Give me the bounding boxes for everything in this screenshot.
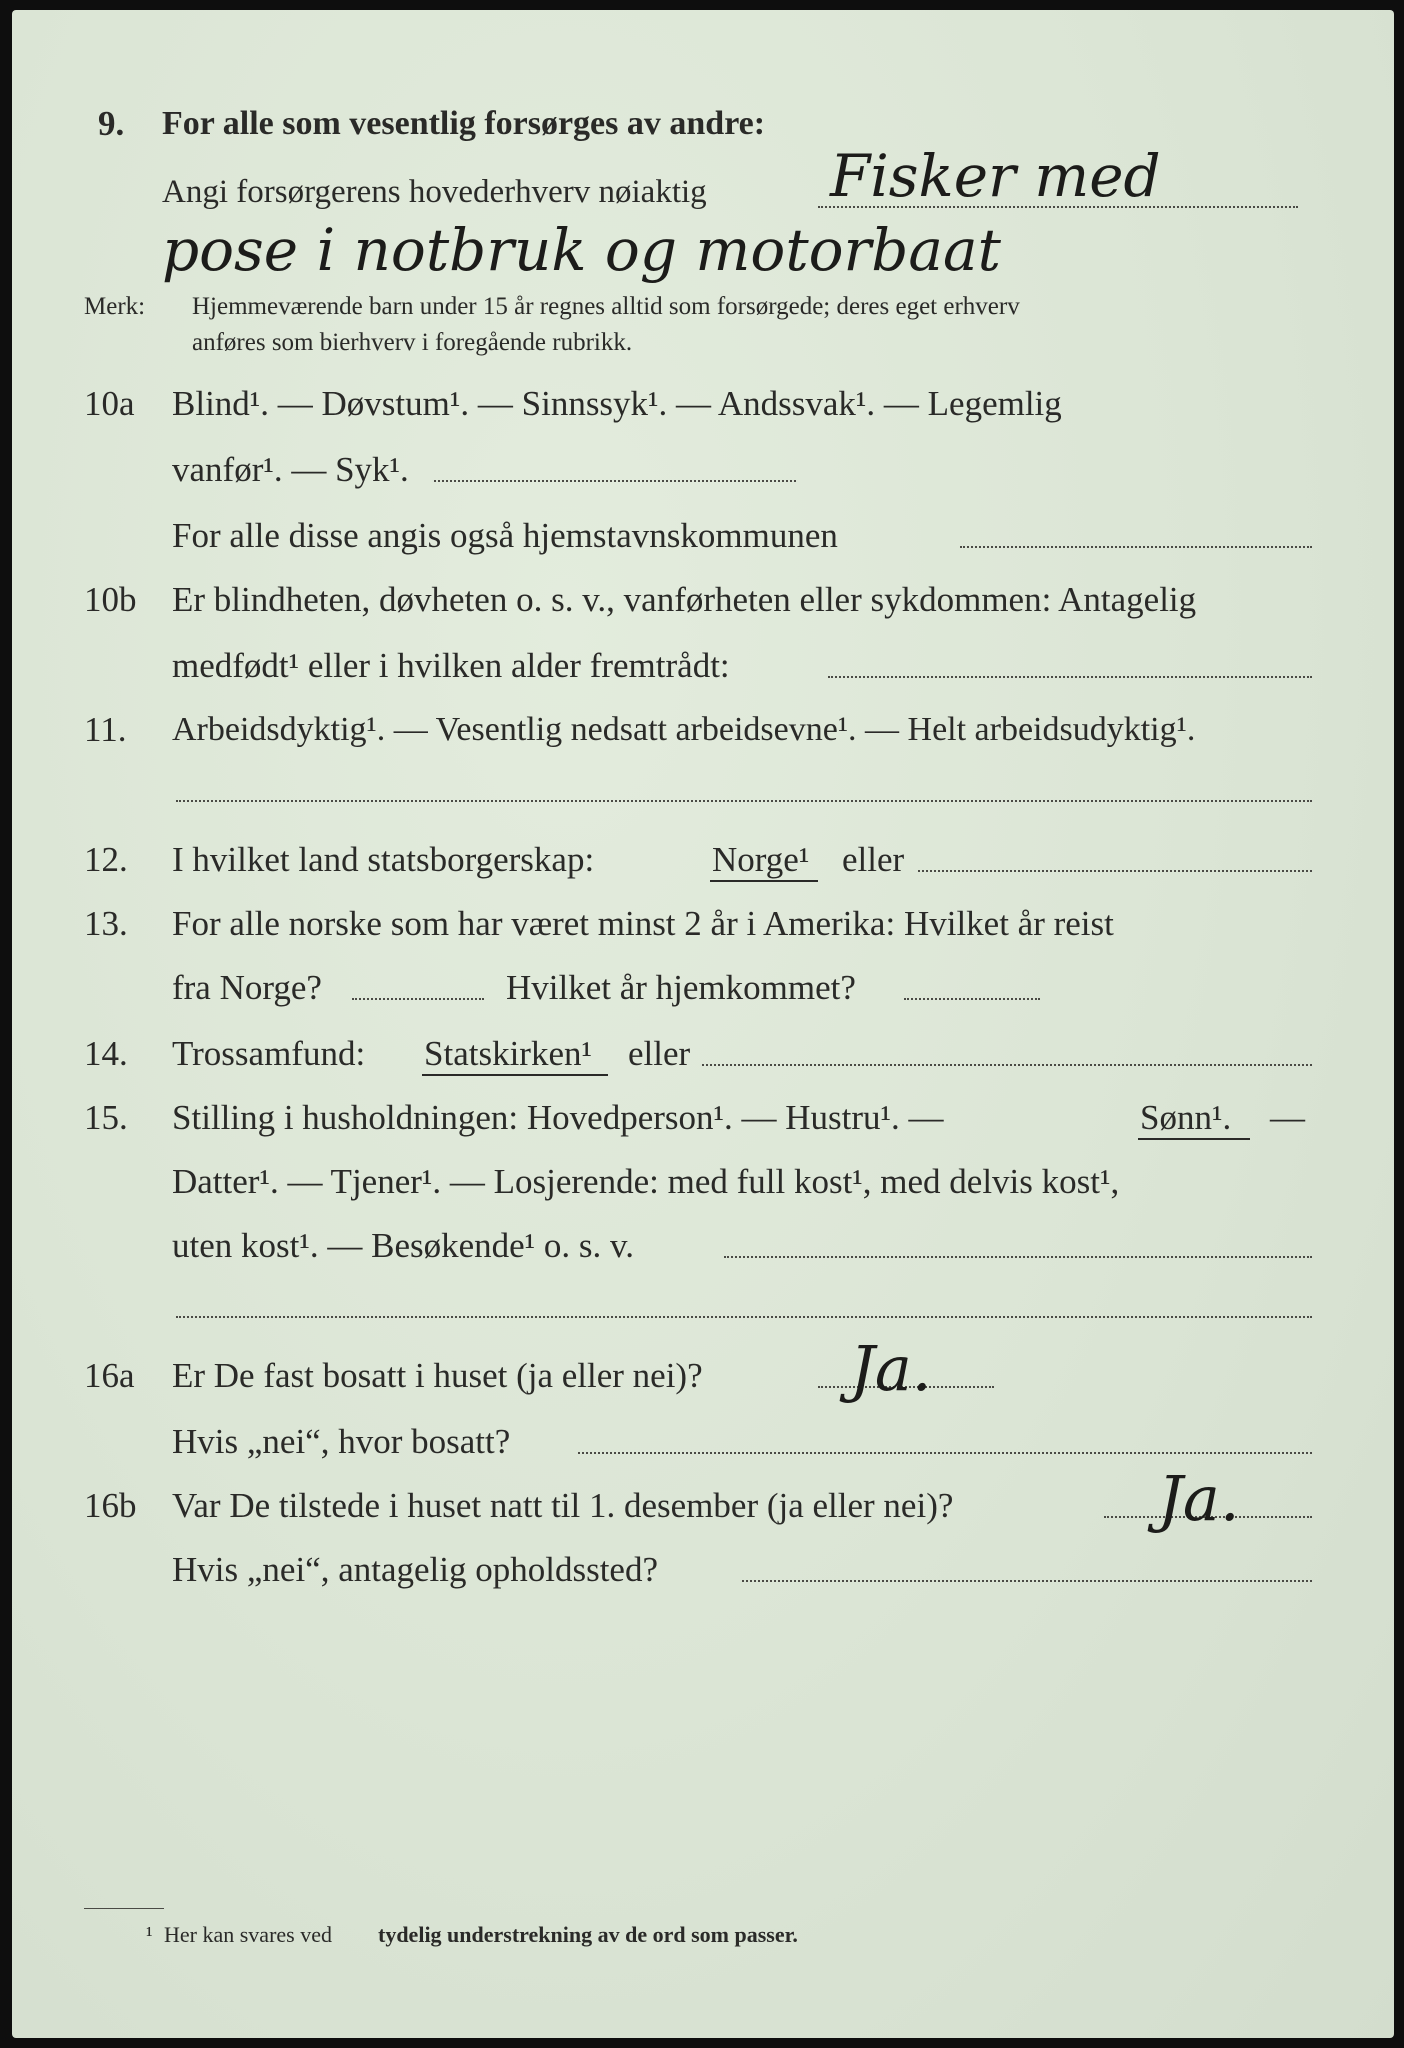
q14-number: 14. [84,1034,128,1073]
q11-line1: Arbeidsdyktig¹. — Vesentlig nedsatt arbeidsevne¹. — Helt arbeidsudyktig¹. [172,711,1196,748]
q9-line2: Angi forsørgerens hovederhverv nøiaktig [162,174,707,210]
merk-line2: anføres som bierhverv i foregående rubrikk. [192,329,633,356]
q12-number: 12. [84,840,128,879]
q14-answer-line [702,1064,1312,1066]
footnote-mark: ¹ [146,1922,153,1947]
q10a-kommune-line [960,546,1312,548]
merk-label: Merk: [84,293,146,320]
q15-number: 15. [84,1098,128,1137]
q16a-number: 16a [84,1356,135,1395]
q10b-line2: medfødt¹ eller i hvilken alder fremtrådt: [172,646,730,685]
q16b-opholdssted-line [742,1580,1312,1582]
q16a-line1: Er De fast bosatt i huset (ja eller nei)? [172,1356,703,1395]
q15-line3: uten kost¹. — Besøkende¹ o. s. v. [172,1226,635,1265]
q14-suffix: eller [628,1034,691,1073]
q16b-number: 16b [84,1486,137,1525]
q9-handwritten-answer-2: pose i notbruk og motorbaat [162,216,1001,284]
q10a-line3: For alle disse angis også hjemstavnskommunen [172,516,838,555]
q14-statskirken-underline [422,1074,608,1076]
q10a-syk-line [434,480,796,482]
q13-reist-line [352,998,484,1000]
q16b-line2: Hvis „nei“, antagelig opholdssted? [172,1550,658,1589]
q12-norge-underline [710,880,818,882]
q15-sonn: Sønn¹. [1140,1098,1232,1137]
q13-line2b: Hvilket år hjemkommet? [506,968,856,1007]
q10b-answer-line [828,676,1312,678]
census-form-sheet [12,10,1394,2038]
q10a-line1: Blind¹. — Døvstum¹. — Sinnssyk¹. — Andssvak¹. — Legemlig [172,384,1062,423]
q16a-handwritten-answer: Ja. [850,1332,932,1405]
q9-handwritten-answer-1: Fisker med [830,142,1161,210]
q13-line2a: fra Norge? [172,968,322,1007]
q13-hjemkommet-line [904,998,1040,1000]
q14-statskirken: Statskirken¹ [424,1034,592,1073]
q11-answer-line [176,800,1312,802]
q10b-number: 10b [84,580,137,619]
q15-sonn-underline [1138,1138,1250,1140]
q15-answer-line [724,1256,1312,1258]
q16b-line1: Var De tilstede i huset natt til 1. desember (ja eller nei)? [172,1486,954,1525]
q10a-number: 10a [84,384,135,423]
q14-prefix: Trossamfund: [172,1034,366,1073]
q11-number: 11. [84,710,127,749]
q9-number: 9. [98,104,125,143]
q13-number: 13. [84,904,128,943]
q15-line1c: — [1270,1098,1305,1137]
footnote-text-b: tydelig understrekning av de ord som passer. [378,1922,798,1947]
q15-line1a: Stilling i husholdningen: Hovedperson¹. — Hustru¹. — [172,1098,944,1137]
q16a-line2: Hvis „nei“, hvor bosatt? [172,1422,511,1461]
q12-norge: Norge¹ [712,840,810,879]
q15-line2: Datter¹. — Tjener¹. — Losjerende: med full kost¹, med delvis kost¹, [172,1162,1120,1201]
merk-line1: Hjemmeværende barn under 15 år regnes alltid som forsørgede; deres eget erhverv [192,293,1020,320]
q16a-bosatt-line [578,1452,1312,1454]
q12-suffix: eller [842,840,905,879]
q10a-line2: vanfør¹. — Syk¹. [172,450,409,489]
footnote-rule [84,1908,164,1909]
footnote-text-a: Her kan svares ved [164,1922,332,1947]
q10b-line1: Er blindheten, døvheten o. s. v., vanførheten eller sykdommen: Antagelig [172,580,1197,619]
q13-line1: For alle norske som har været minst 2 år i Amerika: Hvilket år reist [172,904,1114,943]
q12-answer-line [918,870,1312,872]
q15-extra-line [176,1316,1312,1318]
q9-line1: For alle som vesentlig forsørges av andre: [162,105,766,142]
q12-prefix: I hvilket land statsborgerskap: [172,840,595,879]
q16b-handwritten-answer: Ja. [1158,1462,1240,1535]
